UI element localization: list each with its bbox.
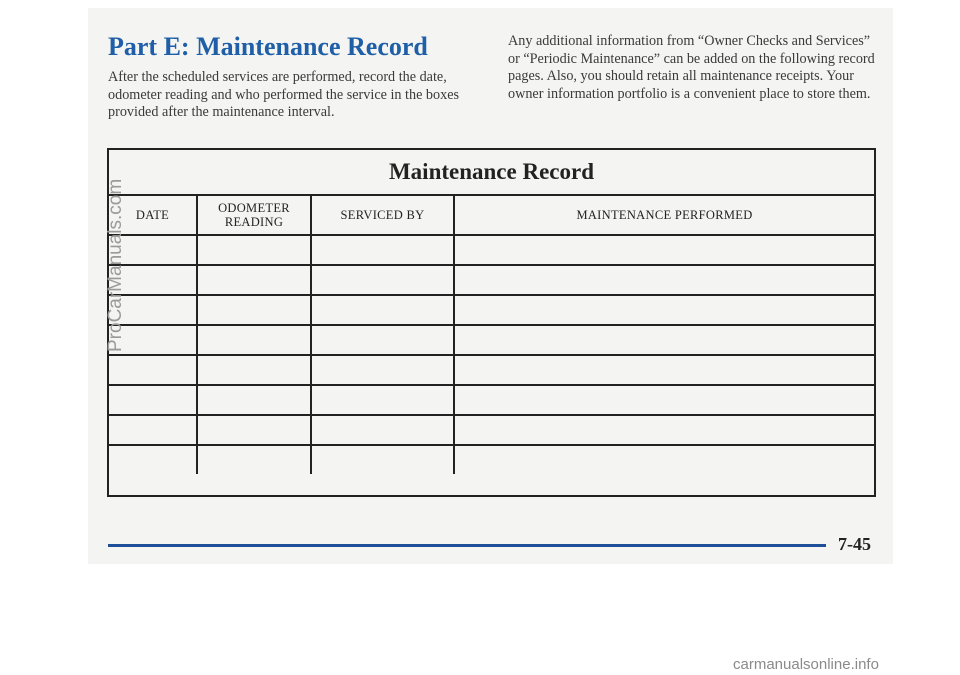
- page-number: 7-45: [838, 534, 871, 554]
- maintenance-cell: [454, 325, 874, 355]
- table-row: [109, 265, 874, 295]
- intro-paragraph-right: Any additional information from “Owner Checks and Services” or “Periodic Maintenance” can be added on the following record pages. Also, you should retain all maintenance receipts. Your owner information portfolio is a convenient place to store them.: [508, 33, 875, 102]
- serviced-by-cell: [311, 355, 454, 385]
- maintenance-record-grid: [109, 196, 874, 474]
- serviced-by-cell: [311, 385, 454, 415]
- date-cell: [109, 385, 197, 415]
- intro-paragraph-left: After the scheduled services are performed, record the date, odometer reading and who performed the service in the boxes provided after the maintenance interval.: [108, 69, 460, 120]
- serviced-by-cell: [311, 265, 454, 295]
- date-cell: [109, 415, 197, 445]
- maintenance-cell: [454, 385, 874, 415]
- column-header-odometer-line2: READING: [224, 215, 284, 229]
- maintenance-cell: [454, 295, 874, 325]
- table-body: [109, 235, 874, 474]
- column-header-date: DATE: [109, 196, 197, 235]
- table-header-row: [109, 196, 874, 235]
- page-title: Part E: Maintenance Record: [108, 32, 428, 61]
- watermark-text: ProCarManuals.com: [105, 178, 126, 352]
- odometer-cell: [197, 445, 311, 474]
- column-header-odometer-reading: [197, 196, 311, 235]
- maintenance-cell: [454, 355, 874, 385]
- column-header-serviced-by: SERVICED BY: [311, 196, 454, 235]
- table-row: [109, 295, 874, 325]
- maintenance-record-table: [107, 148, 876, 497]
- table-row: [109, 355, 874, 385]
- maintenance-cell: [454, 415, 874, 445]
- maintenance-cell: [454, 445, 874, 474]
- maintenance-record-title: Maintenance Record: [109, 150, 874, 196]
- footer-rule: [108, 544, 826, 547]
- table-row: [109, 325, 874, 355]
- maintenance-cell: [454, 235, 874, 265]
- column-header-maintenance-performed: MAINTENANCE PERFORMED: [454, 196, 874, 235]
- serviced-by-cell: [311, 235, 454, 265]
- odometer-cell: [197, 355, 311, 385]
- table-row: [109, 445, 874, 474]
- odometer-cell: [197, 325, 311, 355]
- table-row: [109, 385, 874, 415]
- column-header-odometer-line1: ODOMETER: [218, 201, 290, 215]
- table-row: [109, 235, 874, 265]
- date-cell: [109, 355, 197, 385]
- odometer-cell: [197, 295, 311, 325]
- serviced-by-cell: [311, 325, 454, 355]
- table-row: [109, 415, 874, 445]
- serviced-by-cell: [311, 415, 454, 445]
- odometer-cell: [197, 235, 311, 265]
- odometer-cell: [197, 385, 311, 415]
- site-footer-text: carmanualsonline.info: [733, 656, 879, 673]
- maintenance-cell: [454, 265, 874, 295]
- odometer-cell: [197, 415, 311, 445]
- serviced-by-cell: [311, 445, 454, 474]
- odometer-cell: [197, 265, 311, 295]
- serviced-by-cell: [311, 295, 454, 325]
- date-cell: [109, 445, 197, 474]
